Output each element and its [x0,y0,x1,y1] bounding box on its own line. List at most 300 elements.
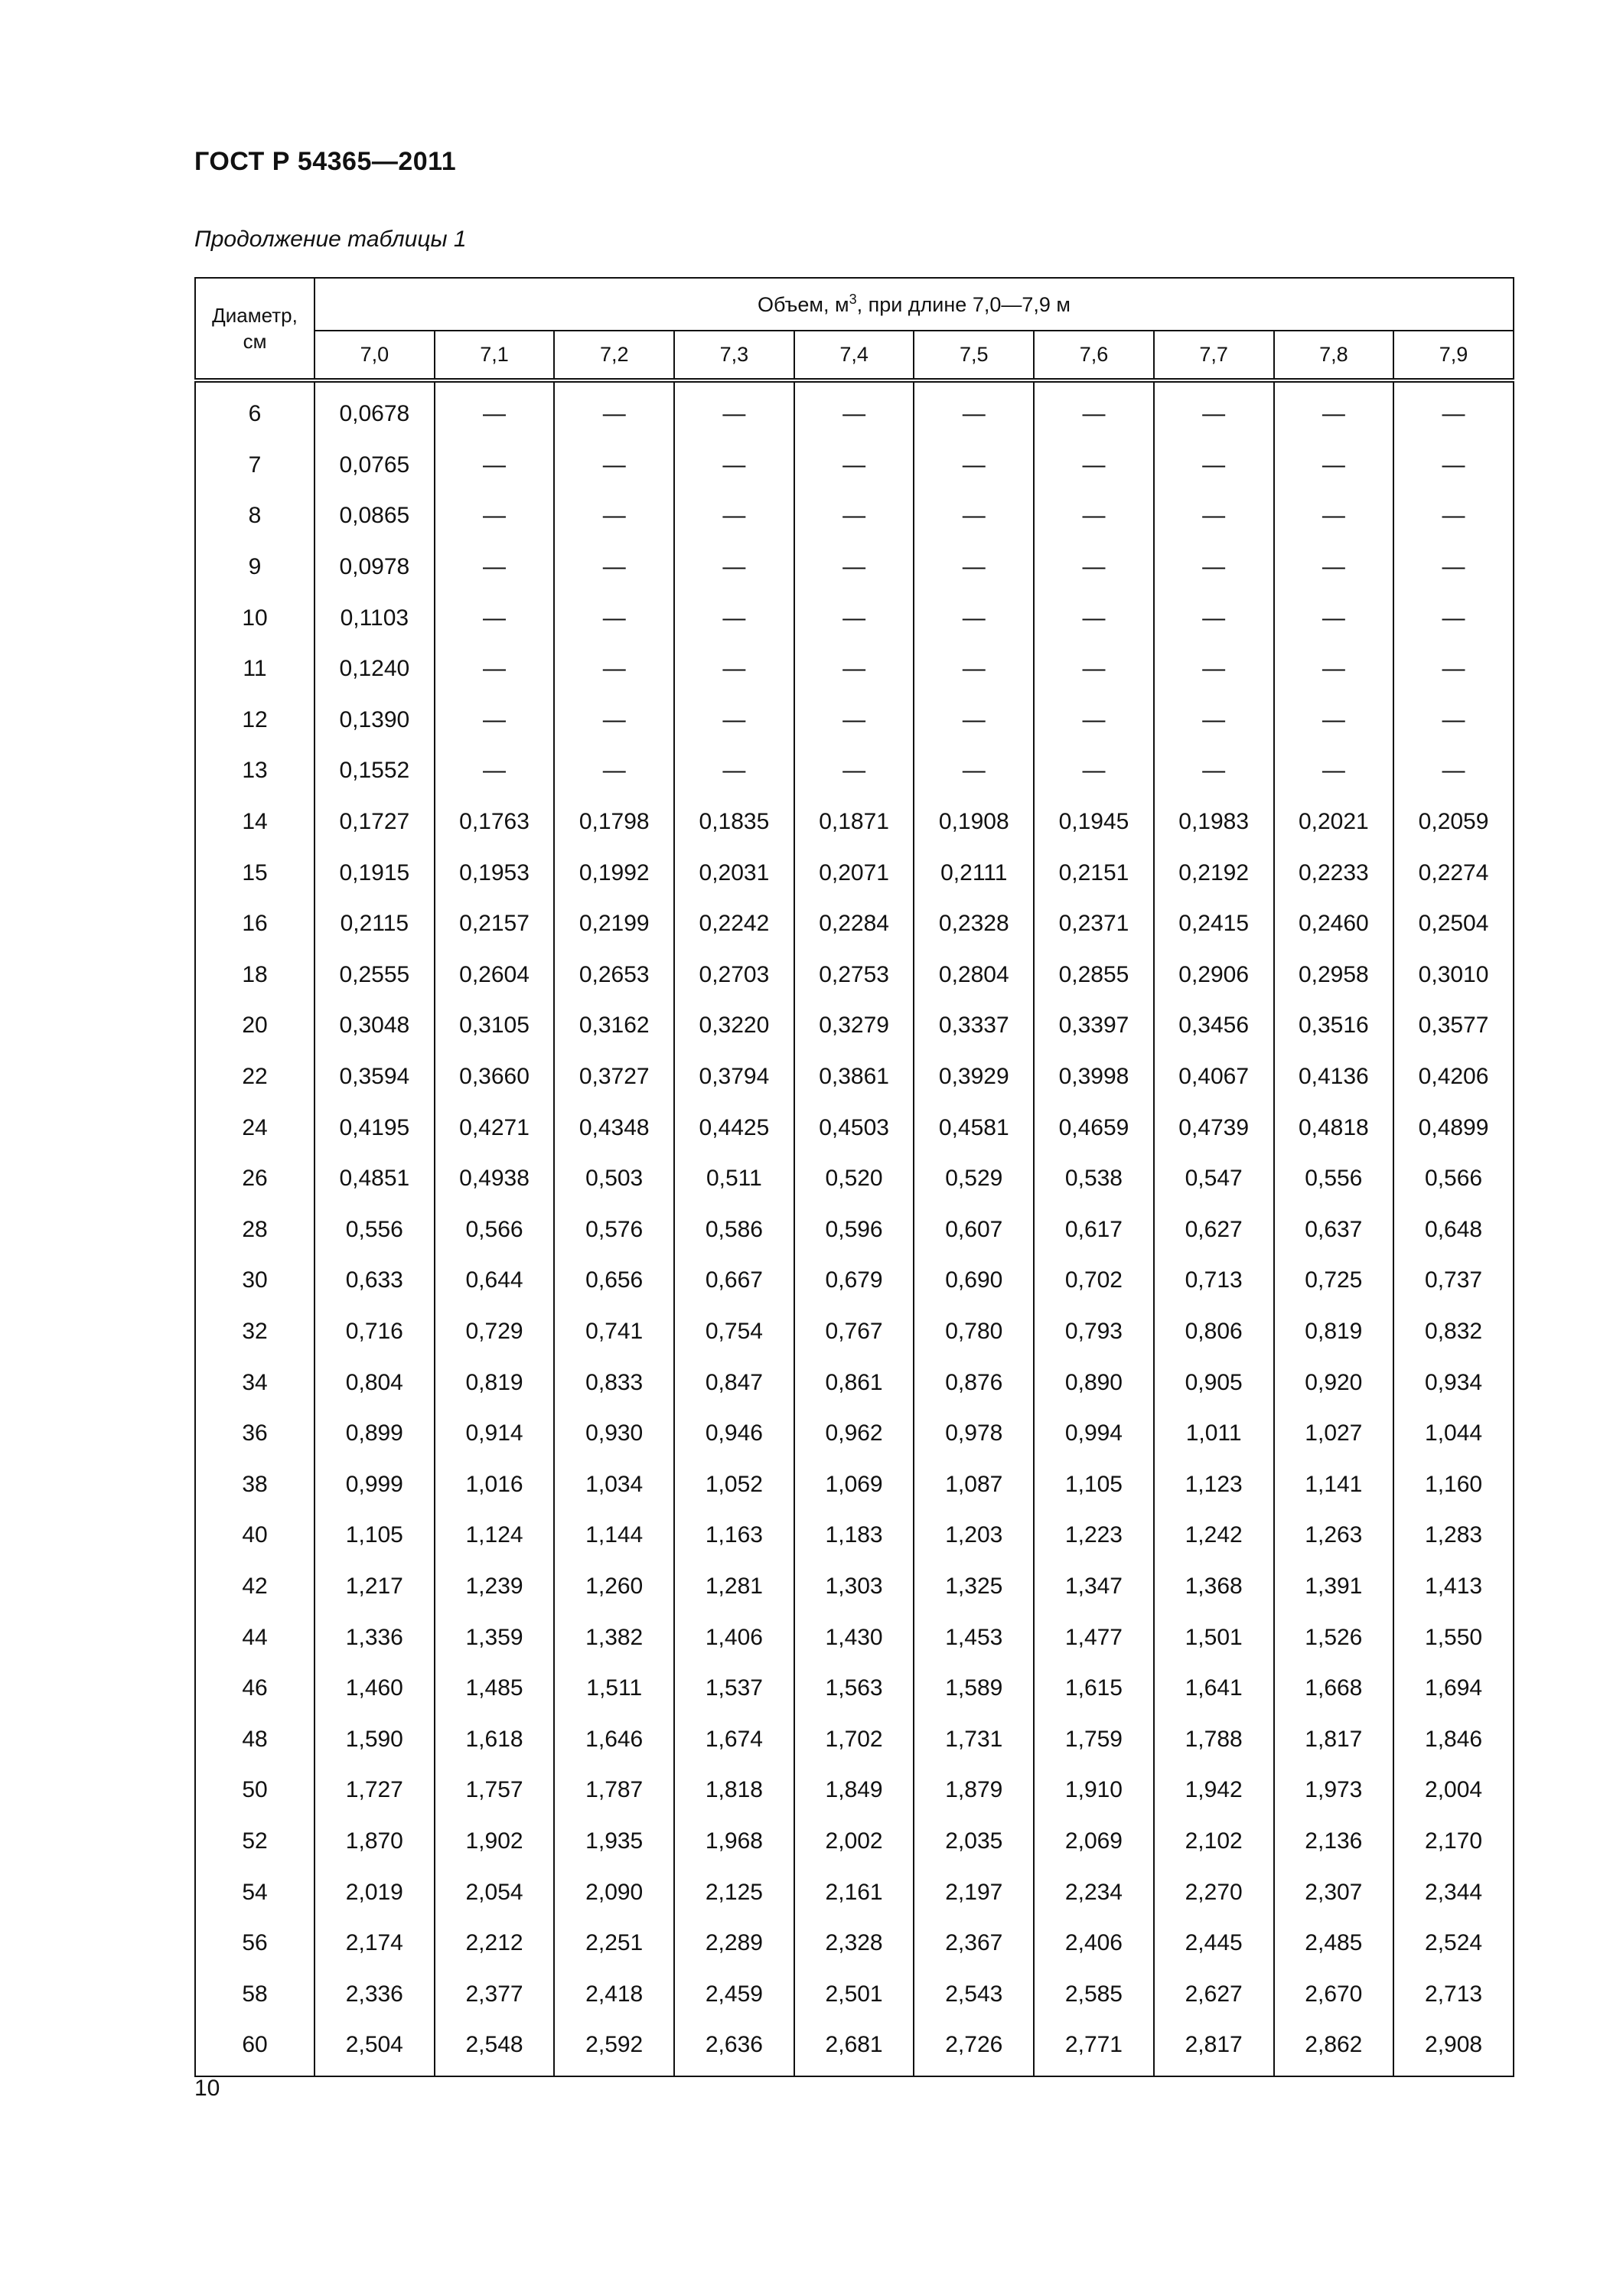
volume-cell: 0,2604 [435,950,555,1001]
volume-cell: 2,406 [1034,1918,1154,1969]
volume-cell: 0,556 [1274,1153,1394,1205]
volume-cell: 2,270 [1154,1867,1274,1918]
volume-cell: 1,590 [314,1714,435,1765]
volume-cell: 0,4851 [314,1153,435,1205]
volume-cell: 2,636 [674,2020,794,2076]
volume-cell: 1,281 [674,1561,794,1613]
volume-cell: 1,879 [914,1765,1034,1816]
volume-cell: 0,4195 [314,1102,435,1153]
volume-cell: 1,217 [314,1561,435,1613]
volume-cell: — [1393,380,1514,440]
volume-cell: — [914,592,1034,644]
table-row [195,1255,1514,1306]
volume-cell: 0,2284 [794,899,914,950]
volume-cell: 1,016 [435,1459,555,1510]
volume-cell: 0,962 [794,1408,914,1459]
volume-cell: 2,548 [435,2020,555,2076]
volume-cell: 2,771 [1034,2020,1154,2076]
volume-cell: 0,576 [554,1205,674,1256]
volume-cell: — [1154,592,1274,644]
volume-cell: 0,3279 [794,1000,914,1052]
volume-cell: 2,524 [1393,1918,1514,1969]
volume-cell: — [674,644,794,695]
table-row [195,847,1514,899]
volume-cell: 2,670 [1274,1968,1394,2020]
diameter-cell: 36 [195,1408,314,1459]
volume-cell: 2,377 [435,1968,555,2020]
volume-cell: 0,4659 [1034,1102,1154,1153]
volume-cell: 0,4581 [914,1102,1034,1153]
volume-cell: 0,833 [554,1357,674,1408]
volume-cell: — [914,644,1034,695]
volume-cell: — [1274,695,1394,746]
volume-cell: 1,563 [794,1663,914,1714]
volume-cell: — [435,695,555,746]
table-row [195,1306,1514,1358]
volume-cell: 1,123 [1154,1459,1274,1510]
table-row [195,695,1514,746]
volume-cell: 0,3727 [554,1052,674,1103]
volume-cell: — [674,592,794,644]
volume-cell: 1,615 [1034,1663,1154,1714]
volume-cell: 1,757 [435,1765,555,1816]
volume-cell: 0,511 [674,1153,794,1205]
table-row [195,440,1514,491]
diameter-cell: 56 [195,1918,314,1969]
length-header-cell: 7,3 [674,331,794,380]
volume-cell: 2,592 [554,2020,674,2076]
volume-cell: 0,2071 [794,847,914,899]
volume-column-group-header [314,278,1514,331]
volume-cell: 0,1992 [554,847,674,899]
volume-cell: 0,0865 [314,491,435,542]
volume-cell: — [674,440,794,491]
volume-cell: 2,585 [1034,1968,1154,2020]
volume-cell: 1,526 [1274,1612,1394,1663]
volume-cell: 0,0978 [314,542,435,593]
volume-cell: — [1393,644,1514,695]
volume-cell: 0,690 [914,1255,1034,1306]
volume-cell: 1,731 [914,1714,1034,1765]
volume-cell: 0,729 [435,1306,555,1358]
volume-cell: 1,453 [914,1612,1034,1663]
volume-cell: 1,406 [674,1612,794,1663]
table-row [195,1052,1514,1103]
volume-cell: 2,459 [674,1968,794,2020]
volume-cell: — [794,745,914,797]
volume-cell: — [914,380,1034,440]
volume-cell: 0,4818 [1274,1102,1394,1153]
volume-cell: 0,1763 [435,797,555,848]
volume-cell: — [1154,491,1274,542]
length-header-cell: 7,8 [1274,331,1394,380]
volume-cell: 0,2115 [314,899,435,950]
length-header-cell: 7,7 [1154,331,1274,380]
volume-cell: 0,2328 [914,899,1034,950]
volume-cell: 0,0678 [314,380,435,440]
table-row [195,1153,1514,1205]
volume-cell: 0,4271 [435,1102,555,1153]
volume-cell: 0,637 [1274,1205,1394,1256]
volume-cell: 0,503 [554,1153,674,1205]
volume-cell: 0,725 [1274,1255,1394,1306]
volume-cell: 1,124 [435,1510,555,1561]
volume-cell: 0,905 [1154,1357,1274,1408]
diameter-cell: 60 [195,2020,314,2076]
volume-cell: — [1274,644,1394,695]
table-row [195,1714,1514,1765]
volume-cell: 2,251 [554,1918,674,1969]
volume-cell: 1,303 [794,1561,914,1613]
diameter-cell: 8 [195,491,314,542]
volume-cell: 0,3337 [914,1000,1034,1052]
diameter-cell: 24 [195,1102,314,1153]
volume-cell: 1,788 [1154,1714,1274,1765]
volume-cell: — [794,491,914,542]
volume-cell: 0,0765 [314,440,435,491]
volume-cell: — [674,695,794,746]
volume-cell: 0,2906 [1154,950,1274,1001]
volume-cell: 1,485 [435,1663,555,1714]
volume-cell: — [1034,644,1154,695]
volume-cell: 1,759 [1034,1714,1154,1765]
volume-cell: 1,641 [1154,1663,1274,1714]
volume-cell: 2,367 [914,1918,1034,1969]
table-row [195,1102,1514,1153]
volume-cell: 0,946 [674,1408,794,1459]
diameter-cell: 13 [195,745,314,797]
volume-cell: — [1274,745,1394,797]
volume-cell: 0,2371 [1034,899,1154,950]
volume-cell: 0,2958 [1274,950,1394,1001]
volume-cell: — [794,440,914,491]
volume-cell: 2,543 [914,1968,1034,2020]
volume-cell: 0,3220 [674,1000,794,1052]
volume-cell: 1,141 [1274,1459,1394,1510]
volume-cell: 1,935 [554,1816,674,1867]
volume-cell: 1,501 [1154,1612,1274,1663]
table-row [195,542,1514,593]
volume-cell: 0,793 [1034,1306,1154,1358]
volume-cell: 0,2703 [674,950,794,1001]
volume-cell: 2,002 [794,1816,914,1867]
volume-cell: 0,2804 [914,950,1034,1001]
volume-cell: 0,767 [794,1306,914,1358]
diameter-cell: 10 [195,592,314,644]
volume-cell: 0,3660 [435,1052,555,1103]
volume-cell: 0,754 [674,1306,794,1358]
volume-cell: 1,618 [435,1714,555,1765]
volume-cell: 0,4899 [1393,1102,1514,1153]
volume-cell: 0,930 [554,1408,674,1459]
volume-cell: 0,556 [314,1205,435,1256]
volume-cell: 0,2753 [794,950,914,1001]
volume-cell: — [1393,745,1514,797]
volume-cell: — [1393,592,1514,644]
volume-cell: — [1274,592,1394,644]
table-row [195,950,1514,1001]
volume-cell: — [794,542,914,593]
volume-cell: 0,914 [435,1408,555,1459]
volume-cell: 2,501 [794,1968,914,2020]
volume-cell: 0,520 [794,1153,914,1205]
volume-cell: 1,105 [1034,1459,1154,1510]
volume-cell: 0,3010 [1393,950,1514,1001]
volume-cell: — [1393,491,1514,542]
volume-cell: 0,2653 [554,950,674,1001]
diameter-cell: 40 [195,1510,314,1561]
volume-cell: 0,804 [314,1357,435,1408]
length-header-cell: 7,6 [1034,331,1154,380]
table-row [195,1816,1514,1867]
volume-cell: 1,242 [1154,1510,1274,1561]
volume-cell: 1,203 [914,1510,1034,1561]
volume-cell: — [794,644,914,695]
volume-cell: 0,920 [1274,1357,1394,1408]
volume-cell: 2,504 [314,2020,435,2076]
volume-cell: 0,1390 [314,695,435,746]
diameter-cell: 58 [195,1968,314,2020]
table-row [195,1918,1514,1969]
length-header-cell: 7,2 [554,331,674,380]
volume-cell: 1,368 [1154,1561,1274,1613]
volume-cell: — [435,644,555,695]
volume-cell: 2,136 [1274,1816,1394,1867]
volume-cell: 1,787 [554,1765,674,1816]
volume-cell: 0,876 [914,1357,1034,1408]
volume-cell: 2,035 [914,1816,1034,1867]
volume-cell: 2,445 [1154,1918,1274,1969]
volume-cell: 2,102 [1154,1816,1274,1867]
volume-cell: — [554,542,674,593]
volume-cell: 0,648 [1393,1205,1514,1256]
volume-cell: — [1154,644,1274,695]
volume-cell: 0,644 [435,1255,555,1306]
volume-cell: — [1034,745,1154,797]
volume-cell: 0,861 [794,1357,914,1408]
volume-cell: — [1154,745,1274,797]
volume-cell: 0,3577 [1393,1000,1514,1052]
volume-cell: 1,702 [794,1714,914,1765]
length-header-cell: 7,4 [794,331,914,380]
volume-cell: — [674,491,794,542]
volume-cell: 0,3162 [554,1000,674,1052]
volume-cell: 0,2199 [554,899,674,950]
volume-cell: 0,899 [314,1408,435,1459]
volume-cell: — [435,380,555,440]
diameter-cell: 42 [195,1561,314,1613]
diameter-cell: 32 [195,1306,314,1358]
volume-cell: 0,832 [1393,1306,1514,1358]
diameter-header-label: Диаметр, [212,304,298,327]
volume-cell: 0,4206 [1393,1052,1514,1103]
volume-cell: 2,681 [794,2020,914,2076]
volume-cell: 0,3861 [794,1052,914,1103]
table-row [195,1000,1514,1052]
table-row [195,1408,1514,1459]
volume-cell: 1,052 [674,1459,794,1510]
volume-cell: 1,223 [1034,1510,1154,1561]
table-row [195,2020,1514,2076]
volume-cell: 0,2157 [435,899,555,950]
volume-cell: 0,780 [914,1306,1034,1358]
volume-cell: 2,908 [1393,2020,1514,2076]
volume-cell: — [1034,440,1154,491]
volume-header-suffix: , при длине 7,0—7,9 м [856,293,1071,316]
diameter-cell: 30 [195,1255,314,1306]
table-header-row [195,278,1514,331]
volume-cell: 0,4938 [435,1153,555,1205]
volume-cell: — [674,380,794,440]
length-header-cell: 7,9 [1393,331,1514,380]
volume-cell: 1,973 [1274,1765,1394,1816]
volume-cell: 2,817 [1154,2020,1274,2076]
volume-cell: 1,460 [314,1663,435,1714]
volume-cell: 0,617 [1034,1205,1154,1256]
volume-cell: 0,819 [1274,1306,1394,1358]
volume-cell: 1,846 [1393,1714,1514,1765]
volume-cell: 2,862 [1274,2020,1394,2076]
volume-cell: — [674,745,794,797]
volume-cell: — [1154,440,1274,491]
volume-cell: 0,1953 [435,847,555,899]
table-row [195,644,1514,695]
volume-cell: 0,667 [674,1255,794,1306]
volume-cell: 0,978 [914,1408,1034,1459]
volume-cell: 1,336 [314,1612,435,1663]
table-row [195,1459,1514,1510]
volume-cell: 2,307 [1274,1867,1394,1918]
volume-cell: 1,391 [1274,1561,1394,1613]
volume-cell: 2,161 [794,1867,914,1918]
volume-cell: — [794,695,914,746]
volume-header-prefix: Объем, м [757,293,849,316]
volume-cell: 0,3105 [435,1000,555,1052]
volume-cell: 1,477 [1034,1612,1154,1663]
volume-cell: 1,817 [1274,1714,1394,1765]
length-header-cell: 7,5 [914,331,1034,380]
volume-cell: 0,538 [1034,1153,1154,1205]
volume-cell: 0,3397 [1034,1000,1154,1052]
diameter-cell: 26 [195,1153,314,1205]
volume-cell: — [554,644,674,695]
table-row [195,1765,1514,1816]
volume-cell: 0,741 [554,1306,674,1358]
volume-cell: 0,847 [674,1357,794,1408]
diameter-cell: 16 [195,899,314,950]
page-number: 10 [194,2076,220,2101]
volume-cell: 1,263 [1274,1510,1394,1561]
volume-cell: 0,934 [1393,1357,1514,1408]
volume-cell: — [1274,542,1394,593]
volume-cell: — [794,592,914,644]
volume-cell: 2,289 [674,1918,794,1969]
volume-cell: 0,1103 [314,592,435,644]
volume-cell: 0,547 [1154,1153,1274,1205]
volume-cell: 2,004 [1393,1765,1514,1816]
volume-cell: 0,2111 [914,847,1034,899]
diameter-cell: 20 [195,1000,314,1052]
volume-cell: — [435,440,555,491]
volume-cell: — [914,745,1034,797]
volume-cell: 2,234 [1034,1867,1154,1918]
volume-cell: 1,011 [1154,1408,1274,1459]
volume-cell: 0,679 [794,1255,914,1306]
volume-cell: 0,1552 [314,745,435,797]
table-row [195,380,1514,440]
volume-cell: 1,160 [1393,1459,1514,1510]
volume-cell: 1,537 [674,1663,794,1714]
volume-cell: — [554,380,674,440]
table-row [195,1612,1514,1663]
volume-cell: 0,627 [1154,1205,1274,1256]
volume-cell: 0,4348 [554,1102,674,1153]
volume-cell: 0,2192 [1154,847,1274,899]
volume-cell: — [1034,491,1154,542]
volume-cell: — [435,542,555,593]
volume-cell: 1,087 [914,1459,1034,1510]
volume-cell: — [914,491,1034,542]
volume-cell: 1,727 [314,1765,435,1816]
volume-cell: 1,044 [1393,1408,1514,1459]
table-row [195,797,1514,848]
volume-cell: 0,2059 [1393,797,1514,848]
diameter-cell: 15 [195,847,314,899]
volume-cell: 0,1871 [794,797,914,848]
volume-cell: 2,054 [435,1867,555,1918]
volume-cell: — [554,695,674,746]
volume-cell: 1,359 [435,1612,555,1663]
volume-cell: 2,170 [1393,1816,1514,1867]
volume-cell: — [1274,440,1394,491]
diameter-cell: 18 [195,950,314,1001]
volume-cell: 1,413 [1393,1561,1514,1613]
volume-cell: 2,090 [554,1867,674,1918]
volume-cell: 0,4503 [794,1102,914,1153]
volume-cell: 0,1727 [314,797,435,848]
volume-cell: 0,999 [314,1459,435,1510]
volume-cell: 2,485 [1274,1918,1394,1969]
volume-cell: 1,646 [554,1714,674,1765]
diameter-cell: 14 [195,797,314,848]
table-row [195,1510,1514,1561]
volume-cell: 0,702 [1034,1255,1154,1306]
volume-cell: 0,607 [914,1205,1034,1256]
volume-cell: 2,212 [435,1918,555,1969]
volume-cell: 0,1915 [314,847,435,899]
volume-cell: 1,674 [674,1714,794,1765]
volume-cell: — [435,491,555,542]
volume-cell: 0,656 [554,1255,674,1306]
volume-cell: 0,3594 [314,1052,435,1103]
volume-cell: 0,4739 [1154,1102,1274,1153]
volume-cell: 1,849 [794,1765,914,1816]
volume-cell: 0,2415 [1154,899,1274,950]
volume-cell: — [1154,695,1274,746]
diameter-column-header [195,278,314,380]
volume-cell: 0,4136 [1274,1052,1394,1103]
volume-cell: 0,1835 [674,797,794,848]
volume-cell: 0,2855 [1034,950,1154,1001]
volume-cell: 2,328 [794,1918,914,1969]
volume-cell: 0,3998 [1034,1052,1154,1103]
volume-cell: 0,3456 [1154,1000,1274,1052]
diameter-cell: 34 [195,1357,314,1408]
volume-cell: 1,910 [1034,1765,1154,1816]
volume-cell: 2,713 [1393,1968,1514,2020]
table-row [195,1357,1514,1408]
volume-cell: — [435,745,555,797]
